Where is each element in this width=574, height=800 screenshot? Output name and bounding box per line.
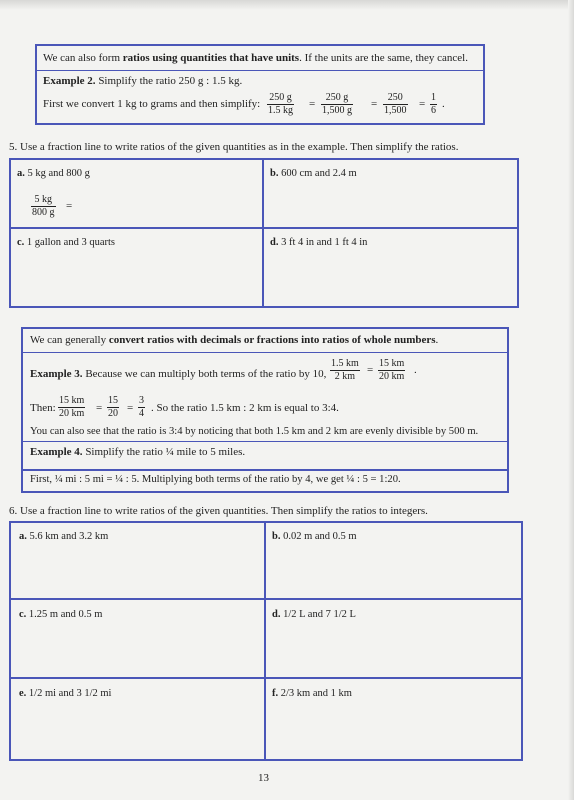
example-label: Example 2. — [43, 75, 96, 87]
example4-box — [21, 469, 509, 493]
q6-horizontal-divider-2 — [9, 677, 523, 679]
q5-d-label[interactable]: d. 3 ft 4 in and 1 ft 4 in — [270, 237, 368, 248]
then-fraction-15-20: $\frac{15}{20}$ — [108, 395, 118, 419]
example4-line: First, ¼ mi : 5 mi = ¼ : 5. Multiplying both terms of the ratio by 4, we get ¼ : 5 = 1:20. — [30, 474, 401, 485]
equals-sign: = — [419, 98, 426, 110]
q6-f-label[interactable]: f. 2/3 km and 1 km — [272, 688, 352, 699]
q5-c-label[interactable]: c. 1 gallon and 3 quarts — [17, 237, 115, 248]
ratios-with-units-box — [35, 44, 485, 125]
box1-divider — [37, 70, 483, 71]
page-number: 13 — [258, 772, 269, 784]
question-5-grid — [9, 158, 519, 308]
convert-ratios-box — [21, 327, 509, 471]
box1-intro — [43, 52, 468, 65]
box2-intro: We can generally convert ratios with decimals or fractions into ratios of whole numbers. — [30, 334, 439, 346]
q5-a-equals: = — [66, 200, 73, 212]
q6-horizontal-divider-1 — [9, 598, 523, 600]
fraction-250-1500: $\frac{250}{1,500}$ — [384, 92, 407, 116]
example2-heading — [43, 75, 242, 88]
then-fraction-15km-20km: $\frac{15 km}{20 km}$ — [59, 395, 85, 419]
box2-divider-2 — [23, 441, 507, 442]
question-6-prompt: 6. Use a fraction line to write ratios of the given quantities. Then simplify the ratios to integers. — [9, 505, 428, 517]
q6-b-label[interactable]: b. 0.02 m and 0.5 m — [272, 531, 357, 542]
q6-d-label[interactable]: d. 1/2 L and 7 1/2 L — [272, 609, 356, 620]
then-text: . So the ratio 1.5 km : 2 km is equal to 3:4. — [151, 402, 339, 414]
example2-line: First we convert 1 kg to grams and then simplify: — [43, 98, 261, 110]
ex3-fraction-1.5km-2km: $\frac{1.5 km}{2 km}$ — [331, 358, 359, 382]
example4-heading: Example 4. Simplify the ratio ¼ mile to 5 miles. — [30, 446, 246, 458]
q5-vertical-divider — [262, 158, 264, 308]
period: . — [442, 98, 445, 110]
fraction-250g-1500g: $\frac{250 g}{1,500 g}$ — [322, 92, 352, 116]
box2-divider-1 — [23, 352, 507, 353]
equals-sign: = — [309, 98, 316, 110]
also-text: You can also see that the ratio is 3:4 by noticing that both 1.5 km and 2 km are evenly divisible by 500 m. — [30, 426, 479, 437]
fraction-1-6: $\frac{1}{6}$ — [431, 92, 436, 116]
equals-sign: = — [371, 98, 378, 110]
q6-e-label[interactable]: e. 1/2 mi and 3 1/2 mi — [19, 688, 112, 699]
intro-text: We can also form — [43, 52, 123, 64]
fraction-250g-1.5kg: $\frac{250 g}{1.5 kg}$ — [268, 92, 293, 116]
intro-bold: ratios using quantities that have units — [122, 52, 300, 64]
example-text: Simplify the ratio 250 g : 1.5 kg. — [95, 75, 243, 87]
q5-b-label[interactable]: b. 600 cm and 2.4 m — [270, 168, 357, 179]
q5-horizontal-divider — [9, 227, 519, 229]
question-6-grid — [9, 521, 523, 761]
q6-c-label[interactable]: c. 1.25 m and 0.5 m — [19, 609, 103, 620]
q6-a-label[interactable]: a. 5.6 km and 3.2 km — [19, 531, 109, 542]
question-5-prompt: 5. Use a fraction line to write ratios of the given quantities as in the example. Then simplify the ratios. — [9, 141, 459, 153]
then-fraction-3-4: $\frac{3}{4}$ — [139, 395, 144, 419]
equals-sign: = — [96, 402, 103, 414]
q5-a-label[interactable]: a. 5 kg and 800 g — [17, 168, 90, 179]
page-edge-shadow — [568, 0, 574, 800]
intro-text-end: . If the units are the same, they cancel. — [299, 52, 468, 64]
equals-sign: = — [367, 364, 374, 376]
ex3-fraction-15km-20km: $\frac{15 km}{20 km}$ — [379, 358, 405, 382]
q6-vertical-divider — [264, 521, 266, 761]
example3-heading: Example 3. Because we can multiply both terms of the ratio by 10, — [30, 368, 327, 380]
page-top-shadow — [0, 0, 574, 10]
period: . — [414, 364, 417, 376]
then-label: Then: — [30, 402, 56, 414]
q5-a-fraction: $\frac{5 kg}{800 g}$ — [32, 194, 55, 218]
equals-sign: = — [127, 402, 134, 414]
